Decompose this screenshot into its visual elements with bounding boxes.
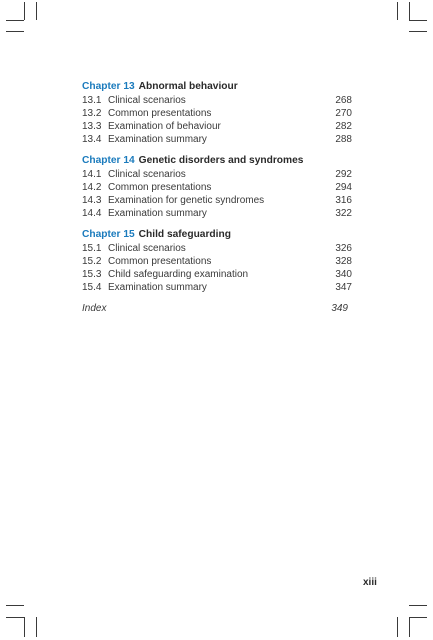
section-number: 14.3	[82, 195, 102, 206]
section-title: Common presentations	[108, 182, 212, 193]
section-title: Common presentations	[108, 108, 212, 119]
index-entry[interactable]	[82, 302, 348, 315]
toc-entry[interactable]	[82, 281, 352, 294]
index-title: Index	[82, 303, 107, 314]
page-number: 322	[335, 208, 352, 219]
chapter-heading[interactable]	[82, 80, 352, 94]
crop-mark	[409, 2, 410, 20]
section-number: 13.3	[82, 121, 102, 132]
index-page-number: 349	[331, 303, 348, 314]
page-number: 340	[335, 269, 352, 280]
page-folio: xiii	[363, 577, 377, 588]
page-number: 326	[335, 243, 352, 254]
page-number: 282	[335, 121, 352, 132]
crop-mark	[6, 617, 24, 618]
section-number: 15.3	[82, 269, 102, 280]
crop-mark	[397, 617, 398, 637]
crop-mark	[409, 617, 410, 637]
toc-entry[interactable]	[82, 133, 352, 146]
page-number: 270	[335, 108, 352, 119]
section-number: 15.1	[82, 243, 102, 254]
toc-entry[interactable]	[82, 181, 352, 194]
toc-entry[interactable]	[82, 268, 352, 281]
chapter-label: Chapter 15	[82, 229, 135, 240]
toc-entry[interactable]	[82, 242, 352, 255]
page-number: 268	[335, 95, 352, 106]
section-number: 14.2	[82, 182, 102, 193]
section-number: 14.4	[82, 208, 102, 219]
chapter-label: Chapter 13	[82, 81, 135, 92]
toc-entry[interactable]	[82, 94, 352, 107]
section-number: 15.4	[82, 282, 102, 293]
section-title: Child safeguarding examination	[108, 269, 249, 280]
page-number: 292	[335, 169, 352, 180]
crop-mark	[36, 2, 37, 20]
page-number: 288	[335, 134, 352, 145]
crop-mark	[409, 20, 427, 21]
section-title: Examination summary	[108, 134, 207, 145]
page-number: 347	[335, 282, 352, 293]
toc-entry[interactable]	[82, 107, 352, 120]
crop-mark	[24, 617, 25, 637]
toc-entry[interactable]	[82, 207, 352, 220]
crop-mark	[36, 617, 37, 637]
crop-mark	[6, 31, 24, 32]
section-title: Examination summary	[108, 208, 207, 219]
toc-entry[interactable]	[82, 255, 352, 268]
crop-mark	[409, 605, 427, 606]
toc-entry[interactable]	[82, 194, 352, 207]
section-number: 13.4	[82, 134, 102, 145]
table-of-contents	[82, 80, 352, 315]
section-number: 14.1	[82, 169, 102, 180]
chapter-heading[interactable]	[82, 154, 352, 168]
chapter-title: Child safeguarding	[138, 229, 231, 240]
section-title: Common presentations	[108, 256, 212, 267]
chapter-heading[interactable]	[82, 228, 352, 242]
section-title: Clinical scenarios	[108, 243, 186, 254]
page-number: 294	[335, 182, 352, 193]
chapter-title: Genetic disorders and syndromes	[138, 155, 304, 166]
section-title: Clinical scenarios	[108, 169, 186, 180]
chapter-label: Chapter 14	[82, 155, 135, 166]
chapter-14	[82, 154, 352, 220]
chapter-15	[82, 228, 352, 294]
chapter-13	[82, 80, 352, 146]
crop-mark	[24, 2, 25, 20]
toc-entry[interactable]	[82, 168, 352, 181]
section-number: 15.2	[82, 256, 102, 267]
crop-mark	[409, 617, 427, 618]
page-number: 328	[335, 256, 352, 267]
page-number: 316	[335, 195, 352, 206]
section-title: Examination of behaviour	[108, 121, 221, 132]
section-number: 13.1	[82, 95, 102, 106]
crop-mark	[397, 2, 398, 20]
toc-entry[interactable]	[82, 120, 352, 133]
section-title: Examination summary	[108, 282, 207, 293]
crop-mark	[6, 20, 24, 21]
section-number: 13.2	[82, 108, 102, 119]
crop-mark	[6, 605, 24, 606]
chapter-title: Abnormal behaviour	[138, 81, 238, 92]
crop-mark	[409, 31, 427, 32]
section-title: Clinical scenarios	[108, 95, 186, 106]
section-title: Examination for genetic syndromes	[108, 195, 265, 206]
